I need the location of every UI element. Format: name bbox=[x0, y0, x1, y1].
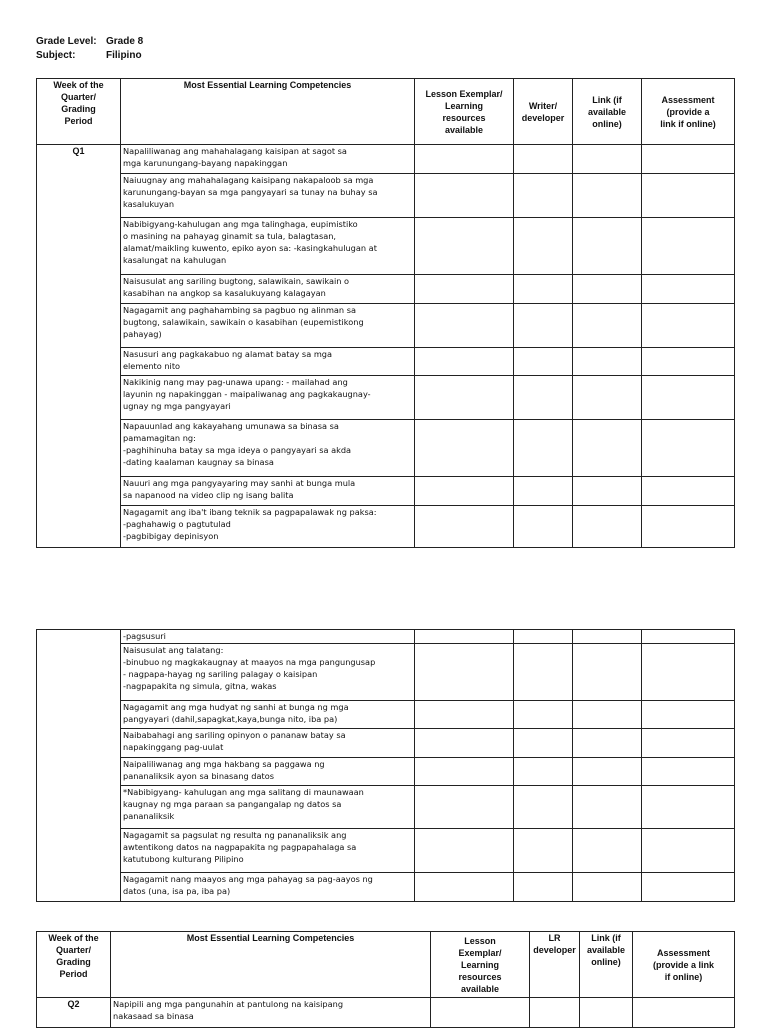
competency-cell: Naiuugnay ang mahahalagang kaisipang nakapaloob sa mga karunungang-bayan sa mga pangyayari sa tunay na buhay sa kasalukuyan bbox=[121, 174, 415, 218]
competencies-table-q2 bbox=[36, 931, 735, 1028]
table-row bbox=[37, 873, 735, 902]
grade-level-value: Grade 8 bbox=[106, 36, 144, 47]
table-row bbox=[37, 729, 735, 758]
table-row bbox=[37, 348, 735, 376]
header-link: Link (if available online) bbox=[573, 79, 642, 145]
header-writer: Writer/ developer bbox=[514, 79, 573, 145]
header-link: Link (if available online) bbox=[580, 932, 633, 998]
quarter-cell: Q1 bbox=[37, 145, 121, 548]
table-row bbox=[37, 998, 735, 1028]
competency-cell: -pagsusuri bbox=[121, 630, 415, 644]
table-row bbox=[37, 758, 735, 786]
table-row bbox=[37, 304, 735, 348]
header-lr-developer: LR developer bbox=[530, 932, 580, 998]
competency-cell: Naibabahagi ang sariling opinyon o pananaw batay sa napakinggang pag-uulat bbox=[121, 729, 415, 758]
competency-cell: Nagagamit sa pagsulat ng resulta ng pananaliksik ang awtentikong datos na nagpapakita ng pagpapahalaga sa katutubong kulturang Pilipino bbox=[121, 829, 415, 873]
subject-value: Filipino bbox=[106, 50, 142, 61]
competency-cell: Nagagamit ang iba't ibang teknik sa pagpapalawak ng paksa: -paghahawig o pagtutulad -pagbibigay depinisyon bbox=[121, 506, 415, 548]
table-row bbox=[37, 786, 735, 829]
competency-cell: *Nabibigyang- kahulugan ang mga salitang di maunawaan kaugnay ng mga paraan sa pangangalap ng datos sa pananaliksik bbox=[121, 786, 415, 829]
competency-cell: Napipili ang mga pangunahin at pantulong na kaisipang nakasaad sa binasa bbox=[111, 998, 431, 1028]
competency-cell: Nagagamit nang maayos ang mga pahayag sa pag-aayos ng datos (una, isa pa, iba pa) bbox=[121, 873, 415, 902]
table-row bbox=[37, 275, 735, 304]
header-assessment: Assessment (provide a link if online) bbox=[633, 932, 735, 998]
header-competencies: Most Essential Learning Competencies bbox=[111, 932, 431, 998]
competency-cell: Nagagamit ang mga hudyat ng sanhi at bunga ng mga pangyayari (dahil,sapagkat,kaya,bunga nito, iba pa) bbox=[121, 701, 415, 729]
grade-level-label: Grade Level: bbox=[36, 36, 97, 47]
table-row bbox=[37, 630, 735, 644]
competency-cell: Nagagamit ang paghahambing sa pagbuo ng alinman sa bugtong, salawikain, sawikain o kasabihan (eupemistikong pahayag) bbox=[121, 304, 415, 348]
competency-cell: Naisusulat ang talatang: -binubuo ng magkakaugnay at maayos na mga pangungusap - nagpapa-hayag ng sariling palagay o kaisipan -nagpapakita ng simula, gitna, wakas bbox=[121, 644, 415, 701]
table-row bbox=[37, 477, 735, 506]
document-meta bbox=[36, 35, 143, 63]
quarter-cell bbox=[37, 630, 121, 902]
table-row bbox=[37, 376, 735, 420]
competency-cell: Nakikinig nang may pag-unawa upang: - mailahad ang layunin ng napakinggan - maipaliwanag ang pagkakaugnay- ugnay ng mga pangyayari bbox=[121, 376, 415, 420]
table-row bbox=[37, 145, 735, 174]
table-row bbox=[37, 506, 735, 548]
competency-cell: Napaliliwanag ang mahahalagang kaisipan at sagot sa mga karunungang-bayang napakinggan bbox=[121, 145, 415, 174]
header-assessment: Assessment (provide a link if online) bbox=[642, 79, 735, 145]
header-competencies: Most Essential Learning Competencies bbox=[121, 79, 415, 145]
competencies-table-q1-continued bbox=[36, 629, 735, 902]
header-lesson-exemplar: Lesson Exemplar/ Learning resources available bbox=[431, 932, 530, 998]
competency-cell: Napauunlad ang kakayahang umunawa sa binasa sa pamamagitan ng: -paghihinuha batay sa mga ideya o pangyayari sa akda -dating kaalaman kaugnay sa binasa bbox=[121, 420, 415, 477]
subject-label: Subject: bbox=[36, 50, 76, 61]
table-row bbox=[37, 644, 735, 701]
competency-cell: Naisusulat ang sariling bugtong, salawikain, sawikain o kasabihan na angkop sa kasalukuyang kalagayan bbox=[121, 275, 415, 304]
table-row bbox=[37, 174, 735, 218]
header-lesson-exemplar: Lesson Exemplar/ Learning resources available bbox=[415, 79, 514, 145]
table-row bbox=[37, 218, 735, 275]
competency-cell: Nabibigyang-kahulugan ang mga talinghaga, eupimistiko o masining na pahayag ginamit sa tula, balagtasan, alamat/maikling kuwento, epiko ayon sa: -kasingkahulugan at kasalungat na kahulugan bbox=[121, 218, 415, 275]
competencies-table-q1 bbox=[36, 78, 735, 548]
table-row bbox=[37, 829, 735, 873]
competency-cell: Naipaliliwanag ang mga hakbang sa paggawa ng pananaliksik ayon sa binasang datos bbox=[121, 758, 415, 786]
header-week: Week of the Quarter/ Grading Period bbox=[37, 932, 111, 998]
quarter-cell: Q2 bbox=[37, 998, 111, 1028]
competency-cell: Nauuri ang mga pangyayaring may sanhi at bunga mula sa napanood na video clip ng isang balita bbox=[121, 477, 415, 506]
header-week: Week of the Quarter/ Grading Period bbox=[37, 79, 121, 145]
table-row bbox=[37, 701, 735, 729]
competency-cell: Nasusuri ang pagkakabuo ng alamat batay sa mga elemento nito bbox=[121, 348, 415, 376]
table-row bbox=[37, 420, 735, 477]
